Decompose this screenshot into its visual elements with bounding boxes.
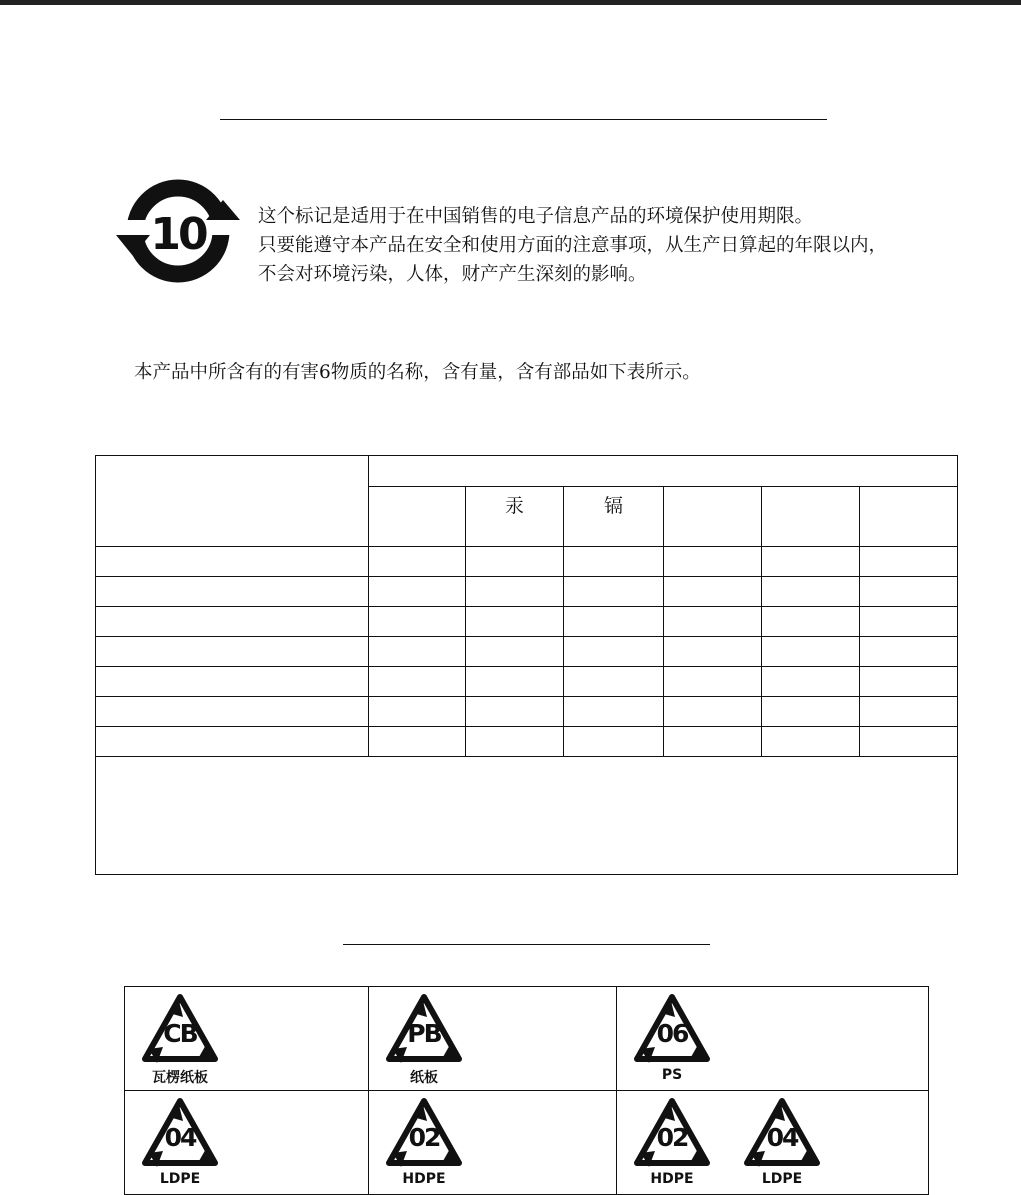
- table-cell: [369, 727, 466, 757]
- table-row: [96, 637, 958, 667]
- recycle-code: 06: [656, 1019, 688, 1048]
- table-cell: [96, 637, 369, 667]
- table-cell: [564, 667, 664, 697]
- element-header-cell: [369, 487, 466, 547]
- table-cell: [860, 667, 958, 697]
- table-row: [96, 727, 958, 757]
- recycle-mark: [741, 1095, 823, 1191]
- recycle-code: 02: [408, 1123, 440, 1152]
- table-cell: [564, 547, 664, 577]
- table-cell: [96, 667, 369, 697]
- part-name-header-cell: [96, 456, 369, 547]
- table-row: [96, 577, 958, 607]
- recycle-code: CB: [163, 1019, 197, 1048]
- recycle-label: LDPE: [761, 1171, 803, 1187]
- table-cell: [860, 697, 958, 727]
- table-cell: [96, 607, 369, 637]
- table-cell: [860, 547, 958, 577]
- table-cell: [664, 667, 762, 697]
- table-cell: [664, 727, 762, 757]
- table-cell: [664, 697, 762, 727]
- recycle-mark: [631, 991, 713, 1087]
- epup-logo-number: 10: [150, 209, 206, 260]
- recycling-rule: [343, 944, 710, 945]
- hazardous-substances-table: [95, 455, 958, 875]
- recycle-label: 瓦楞纸板: [152, 1070, 208, 1086]
- table-cell: [96, 577, 369, 607]
- table-cell: [762, 637, 860, 667]
- top-border-bar: [0, 0, 1021, 5]
- recycle-label: PS: [661, 1067, 683, 1083]
- table-cell: [664, 637, 762, 667]
- table-cell: [466, 727, 564, 757]
- table-cell: [664, 547, 762, 577]
- table-cell: [466, 667, 564, 697]
- table-cell: [466, 577, 564, 607]
- table-note-row: [96, 757, 958, 875]
- table-cell: [860, 727, 958, 757]
- recycle-code: 04: [766, 1123, 798, 1152]
- recycle-code: 02: [656, 1123, 688, 1152]
- recycle-label: 纸板: [410, 1070, 438, 1086]
- table-cell: [466, 697, 564, 727]
- table-cell: [96, 547, 369, 577]
- recycle-code: PB: [407, 1019, 441, 1048]
- table-cell: [369, 697, 466, 727]
- table-cell: [860, 577, 958, 607]
- table-cell: [762, 547, 860, 577]
- table-cell: [466, 637, 564, 667]
- table-cell: [369, 547, 466, 577]
- table-cell: [664, 607, 762, 637]
- notice-line: 这个标记是适用于在中国销售的电子信息产品的环境保护使用期限。: [258, 206, 814, 227]
- table-cell: [96, 697, 369, 727]
- recycling-cell: [369, 987, 617, 1091]
- recycle-label: LDPE: [159, 1171, 201, 1187]
- element-header-cell: [860, 487, 958, 547]
- table-cell: [860, 637, 958, 667]
- table-cell: [369, 667, 466, 697]
- element-header-cell: [664, 487, 762, 547]
- element-header-cell: 汞: [466, 487, 564, 547]
- recycling-row: [125, 1091, 929, 1195]
- table-row: [96, 547, 958, 577]
- table-cell: [564, 607, 664, 637]
- recycle-mark: [139, 1095, 221, 1191]
- notice-line: 不会对环境污染，人体，财产产生深刻的影响。: [258, 264, 647, 285]
- table-row: [96, 667, 958, 697]
- recycle-code: 04: [164, 1123, 196, 1152]
- recycle-mark: [631, 1095, 713, 1191]
- table-cell: [466, 547, 564, 577]
- notice-description: [258, 202, 887, 289]
- recycling-marks-table: [124, 986, 929, 1195]
- title-rule: [220, 119, 827, 120]
- recycle-mark: [383, 991, 465, 1087]
- table-cell: [664, 577, 762, 607]
- table-cell: [762, 577, 860, 607]
- recycling-row: [125, 987, 929, 1091]
- recycle-label: HDPE: [650, 1171, 694, 1187]
- table-note-cell: [96, 757, 958, 875]
- table-body: [96, 547, 958, 757]
- table-cell: [762, 697, 860, 727]
- recycling-cell: [125, 1091, 369, 1195]
- recycle-label: HDPE: [402, 1171, 446, 1187]
- table-cell: [564, 727, 664, 757]
- table-cell: [762, 607, 860, 637]
- table-cell: [564, 577, 664, 607]
- table-cell: [762, 727, 860, 757]
- substance-group-header-cell: [369, 456, 958, 487]
- recycling-cell: [617, 1091, 929, 1195]
- recycling-cell: [369, 1091, 617, 1195]
- table-cell: [564, 637, 664, 667]
- table-cell: [564, 697, 664, 727]
- recycling-cell: [617, 987, 929, 1091]
- recycle-mark: [139, 991, 221, 1087]
- table-cell: [860, 607, 958, 637]
- recycle-mark: [383, 1095, 465, 1191]
- table-row: [96, 697, 958, 727]
- table-cell: [369, 637, 466, 667]
- table-cell: [466, 607, 564, 637]
- table-cell: [369, 607, 466, 637]
- table-cell: [96, 727, 369, 757]
- element-header-cell: 镉: [564, 487, 664, 547]
- element-header-cell: [762, 487, 860, 547]
- table-cell: [762, 667, 860, 697]
- table-row: [96, 607, 958, 637]
- notice-line: 只要能遵守本产品在安全和使用方面的注意事项，从生产日算起的年限以内，: [258, 235, 888, 256]
- intro-text: 本产品中所含有的有害6物质的名称，含有量，含有部品如下表所示。: [134, 362, 701, 383]
- table-header-row: [96, 456, 958, 487]
- table-cell: [369, 577, 466, 607]
- epup-logo: [116, 176, 240, 286]
- recycling-cell: [125, 987, 369, 1091]
